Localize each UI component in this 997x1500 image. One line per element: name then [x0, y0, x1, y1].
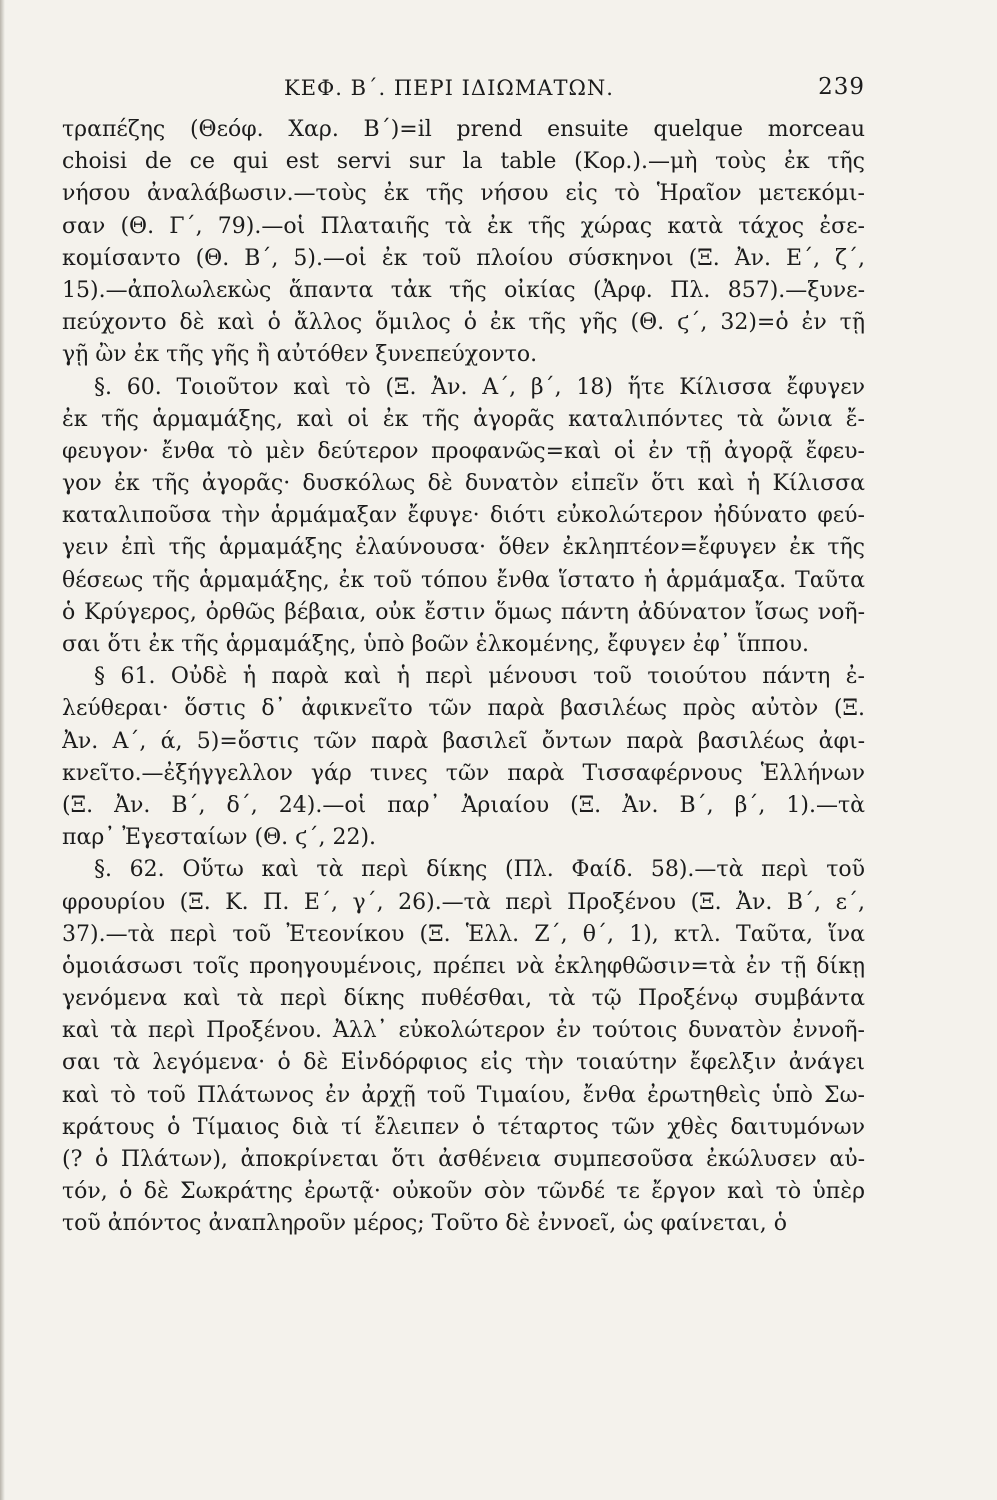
text-line: Ἀν. Α΄, ά, 5)=ὅστις τῶν παρὰ βασιλεῖ ὄντων παρὰ βασιλέως ἀφι- [62, 728, 865, 754]
text-line: γον ἐκ τῆς ἀγορᾶς· δυσκόλως δὲ δυνατὸν εἰπεῖν ὅτι καὶ ἡ Κίλισσα [62, 471, 865, 497]
text-line: ὁ Κρύγερος, ὀρθῶς βέβαια, οὐκ ἔστιν ὅμως πάντη ἀδύνατον ἴσως νοῆ- [62, 599, 865, 625]
text-line: κνεῖτο.—ἐξήγγελλον γάρ τινες τῶν παρὰ Τισσαφέρνους Ἑλλήνων [62, 760, 865, 786]
text-line: ὁμοιάσωσι τοῖς προηγουμένοις, πρέπει νὰ ἐκληφθῶσιν=τὰ ἐν τῇ δίκῃ [62, 953, 865, 979]
text-line: κομίσαντο (Θ. Β΄, 5).—οἱ ἐκ τοῦ πλοίου σύσκηνοι (Ξ. Ἀν. Ε΄, ζ΄, [62, 245, 865, 271]
text-line: σαι τὰ λεγόμενα· ὁ δὲ Εἰνδόρφιος εἰς τὴν τοιαύτην ἔφελξιν ἀνάγει [62, 1050, 865, 1076]
text-line: γειν ἐπὶ τῆς ἁρμαμάξης ἐλαύνουσα· ὅθεν ἐκληπτέον=ἔφυγεν ἐκ τῆς [62, 535, 865, 561]
text-line: σαι ὅτι ἐκ τῆς ἁρμαμάξης, ὑπὸ βοῶν ἑλκομένης, ἔφυγεν ἐφ᾽ ἵππου. [62, 632, 809, 657]
text-line: πεύχοντο δὲ καὶ ὁ ἄλλος ὅμιλος ὁ ἐκ τῆς γῆς (Θ. ϛ΄, 32)=ὁ ἐν τῇ [62, 310, 865, 336]
text-line: τοῦ ἀπόντος ἀναπληροῦν μέρος; Τοῦτο δὲ ἐννοεῖ, ὡς φαίνεται, ὁ [62, 1211, 787, 1237]
text-line: (? ὁ Πλάτων), ἀποκρίνεται ὅτι ἀσθένεια συμπεσοῦσα ἐκώλυσεν αὐ- [62, 1147, 865, 1172]
text-line: 37).—τὰ περὶ τοῦ Ἐτεονίκου (Ξ. Ἑλλ. Ζ΄, θ΄, 1), κτλ. Ταῦτα, ἵνα [62, 921, 865, 947]
text-line: καὶ τὰ περὶ Προξένου. Ἀλλ᾽ εὐκολώτερον ἐν τούτοις δυνατὸν ἐννοῆ- [62, 1018, 865, 1044]
text-line: νήσου ἀναλάβωσιν.—τοὺς ἐκ τῆς νήσου εἰς τὸ Ἡραῖον μετεκόμι- [62, 181, 865, 207]
text-line: φευγον· ἔνθα τὸ μὲν δεύτερον προφανῶς=καὶ οἱ ἐν τῇ ἀγορᾷ ἔφευ- [62, 438, 865, 464]
text-line: λεύθεραι· ὅστις δ᾽ ἀφικνεῖτο τῶν παρὰ βασιλέως πρὸς αὐτὸν (Ξ. [62, 696, 865, 722]
text-line: τραπέζης (Θεόφ. Χαρ. Β΄)=il prend ensuite quelque morceau [62, 117, 865, 142]
page-number: 239 [818, 74, 865, 100]
text-line: κράτους ὁ Τίμαιος διὰ τί ἔλειπεν ὁ τέταρτος τῶν χθὲς δαιτυμόνων [62, 1114, 865, 1140]
text-line: 15).—ἀπολωλεκὼς ἅπαντα τἀκ τῆς οἰκίας (Ἀρφ. Πλ. 857).—ξυνε- [62, 277, 865, 303]
text-line: θέσεως τῆς ἁρμαμάξης, ἐκ τοῦ τόπου ἔνθα ἵστατο ἡ ἁρμάμαξα. Ταῦτα [62, 567, 865, 593]
text-line: § 61. Οὐδὲ ἡ παρὰ καὶ ἡ περὶ μένουσι τοῦ τοιούτου πάντη ἐ- [94, 664, 865, 690]
text-line: §. 62. Οὕτω καὶ τὰ περὶ δίκης (Πλ. Φαίδ. 58).—τὰ περὶ τοῦ [94, 857, 865, 883]
text-line: σαν (Θ. Γ΄, 79).—οἱ Πλαταιῆς τὰ ἐκ τῆς χώρας κατὰ τάχος ἐσε- [62, 213, 865, 239]
page-header [62, 70, 865, 114]
text-line: §. 60. Τοιοῦτον καὶ τὸ (Ξ. Ἀν. Α΄, β΄, 18) ἥτε Κίλισσα ἔφυγεν [94, 374, 865, 400]
text-line: (Ξ. Ἀν. Β΄, δ΄, 24).—οἱ παρ᾽ Ἀριαίου (Ξ. Ἀν. Β΄, β΄, 1).—τὰ [62, 792, 865, 818]
book-spine-shadow [0, 0, 5, 1500]
text-line: choisi de ce qui est servi sur la table (Κορ.).—μὴ τοὺς ἐκ τῆς [62, 149, 865, 175]
running-title: ΚΕΦ. Β΄. ΠΕΡΙ ΙΔΙΩΜΑΤΩΝ. [284, 76, 614, 100]
text-line: παρ᾽ Ἐγεσταίων (Θ. ϛ΄, 22). [62, 825, 377, 851]
text-line: γενόμενα καὶ τὰ περὶ δίκης πυθέσθαι, τὰ τῷ Προξένῳ συμβάντα [62, 986, 865, 1012]
text-line: φρουρίου (Ξ. Κ. Π. Ε΄, γ΄, 26).—τὰ περὶ Προξένου (Ξ. Ἀν. Β΄, ε΄, [62, 889, 865, 915]
text-line: τόν, ὁ δὲ Σωκράτης ἐρωτᾷ· οὐκοῦν σὸν τῶνδέ τε ἔργον καὶ τὸ ὑπὲρ [62, 1179, 865, 1205]
text-line: γῇ ὢν ἐκ τῆς γῆς ἢ αὐτόθεν ξυνεπεύχοντο. [62, 342, 538, 368]
text-line: καταλιποῦσα τὴν ἁρμάμαξαν ἔφυγε· διότι εὐκολώτερον ἠδύνατο φεύ- [62, 503, 865, 529]
text-line: καὶ τὸ τοῦ Πλάτωνος ἐν ἀρχῇ τοῦ Τιμαίου, ἔνθα ἐρωτηθεὶς ὑπὸ Σω- [62, 1082, 865, 1108]
text-line: ἐκ τῆς ἁρμαμάξης, καὶ οἱ ἐκ τῆς ἀγορᾶς καταλιπόντες τὰ ὤνια ἔ- [62, 406, 865, 432]
body-text [62, 114, 865, 1241]
